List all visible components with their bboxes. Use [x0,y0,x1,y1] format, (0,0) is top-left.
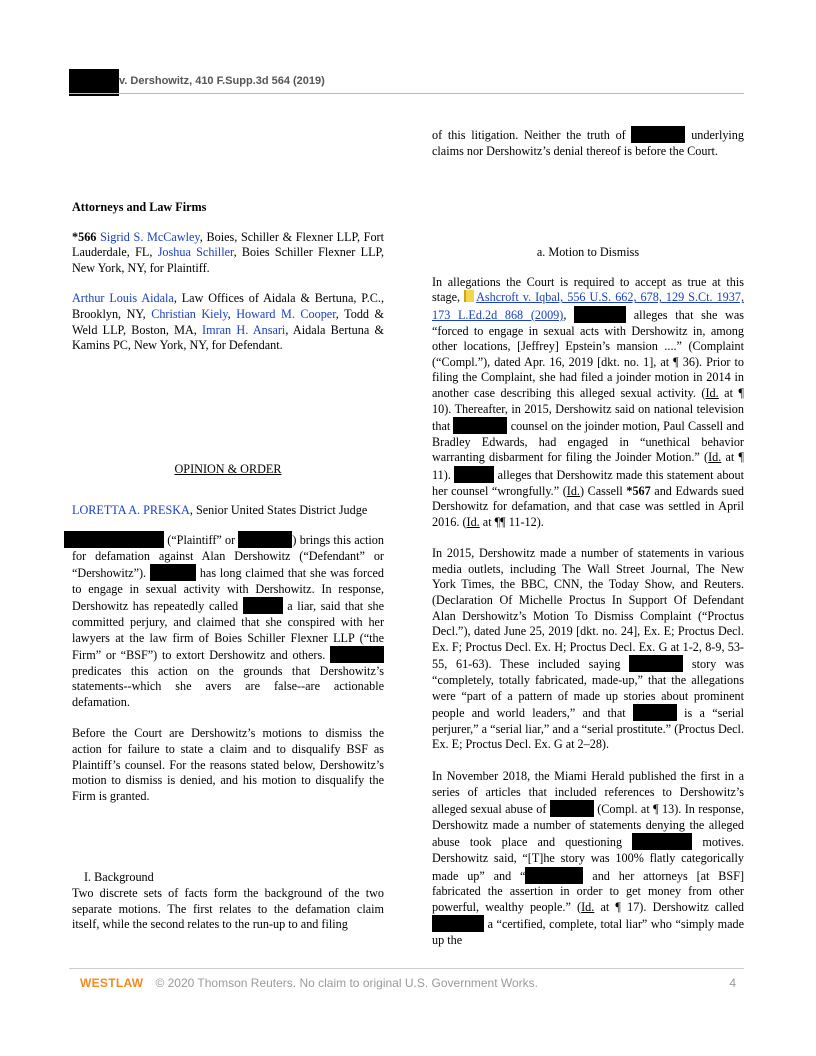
redaction-block [525,867,583,884]
star-page-566: *566 [72,229,97,244]
redaction-block [330,646,384,663]
body-text: a liar, said that she committed perjury, and claimed that she conspired with her lawyers at the law firm of Boies Schiller Flexner LLP (“the Firm” or “BSF”) to extort Dershowitz and others. [72,599,384,663]
attorney-text: , Todd & Weld LLP, Boston, MA, [72,306,384,337]
body-text: and Edwards sued Dershowitz for defamation, and that case was settled in April 2016. ( [432,483,744,529]
body-text: underlying claims nor Dershowitz’s denial thereof is before the Court. [432,128,744,158]
redaction-block [574,306,626,323]
intro-paragraph [72,531,384,711]
attorney-text: , Boies Schiller Flexner LLP, New York, NY, for Plaintiff. [72,245,384,275]
plaintiff-attorneys [72,230,384,277]
flag-icon[interactable] [464,290,474,302]
id-reference: Id. [705,385,719,400]
attorney-text: , Boies, Schiller & Flexner LLP, Fort Lauderdale, FL, [72,229,385,260]
attorney-link-cooper[interactable]: Howard M. Cooper [236,306,336,321]
header-divider [69,93,744,94]
attorney-link-aidala[interactable]: Arthur Louis Aidala [72,291,174,306]
body-text: In November 2018, the Miami Herald published the first in a series of articles that included references to Dershowitz’s alleged sexual abuse of [432,769,744,817]
case-citation-link[interactable]: Ashcroft v. Iqbal, 556 U.S. 662, 678, 129 S.Ct. 1937, 173 L.Ed.2d 868 (2009) [432,290,744,322]
redaction-block [631,126,685,143]
body-text: predicates this action on the grounds that Dershowitz’s statements--which she avers are false--are actionable defamation. [72,663,384,709]
body-text: story was “completely, totally fabricated, made-up,” that the allegations were “part of a pattern of made up stories about prominent people and world leaders,” and that [432,657,744,721]
right-column [432,126,744,949]
redaction-block [453,417,507,434]
motions-paragraph: Before the Court are Dershowitz’s motions to dismiss the action for failure to state a claim and to disqualify BSF as Plaintiff’s counsel. For the reasons stated below, Dershowitz’s motion to dismiss is denied, and his motion to disqualify the Firm is granted. [72,726,384,803]
body-text: a “certified, complete, total liar” who “simply made up the [432,917,744,947]
redaction-block [432,915,484,932]
attorney-link-mccawley[interactable]: Sigrid S. McCawley [100,229,200,244]
body-text: ) Cassell [579,483,627,498]
body-text: at ¶ 11). [432,450,745,482]
star-page-567: *567 [626,483,651,498]
westlaw-logo: WESTLAW [80,976,144,990]
redaction-block [150,564,196,581]
body-text: at ¶ 10). Thereafter, in 2015, Dershowitz said on national television that [432,385,744,434]
redaction-block [629,655,683,672]
body-text: , [563,307,575,322]
left-column [72,200,384,933]
id-reference: Id. [581,899,595,914]
body-text: (Compl. at ¶ 13). In response, Dershowitz made a number of statements denying the alleged abuse took place and questioning [432,802,744,850]
id-reference: Id. [566,483,580,498]
body-text: counsel on the joinder motion, Paul Cassell and Bradley Edwards, had engaged in “unethical behavior warranting disbarment for filing the Joinder Motion.” ( [432,419,744,465]
attorney-text: , Law Offices of Aidala & Bertuna, P.C., Brooklyn, NY, [72,291,384,321]
body-text: alleges that Dershowitz made this statement about her counsel “wrongfully.” ( [432,467,745,498]
body-text: has long claimed that she was forced to engage in sexual activity with Dershowitz. In response, Dershowitz has repeatedly called [72,566,385,614]
redaction-block [238,531,292,548]
redaction-block [632,833,692,850]
attorney-text: , [227,306,237,321]
redaction-block [64,531,164,548]
body-text: (“Plaintiff” or [164,532,239,547]
copyright-notice: © 2020 Thomson Reuters. No claim to original U.S. Government Works. [155,976,538,990]
continued-paragraph [432,126,744,159]
opinion-title: OPINION & ORDER [174,461,282,476]
judge-line [72,503,384,519]
body-text: alleges that she was “forced to engage in sexual acts with Dershowitz in, among other locations, [Jeffrey] Epstein’s mansion ....” (Complaint (“Compl.”), dated Apr. 16, 2019 [dkt. no. 1], at ¶ 36). Prior to filing the Complaint, she had filed a joinder motion in 2014 in another case describing this alleged sexual activity. ( [432,307,744,400]
media-statements-paragraph [432,546,744,753]
attorneys-heading: Attorneys and Law Firms [72,200,207,214]
body-text: at ¶¶ 11-12). [479,514,544,529]
body-text: ) brings this action for defamation against Alan Dershowitz (“Defendant” or “Dershowitz”). [72,532,384,581]
redaction-block [550,800,594,817]
body-text: In 2015, Dershowitz made a number of statements in various media outlets, including The Wall Street Journal, The New York Times, the BBC, CNN, the Today Show, and Reuters. (Declaration Of Michelle Proctus In Support Of Defendant Alan Dershowitz’s Motion To Dismiss Complaint (“Proctus Decl.”), dated June 25, 2019 [dkt. no. 24], Ex. E; Proctus Decl. Ex. F; Proctus Decl. Ex. H; Proctus Decl. Ex. G at 1-2, 8-9, 53-55, 61-63). These included saying [432,546,744,672]
body-text: at ¶ 17). Dershowitz called [594,899,745,914]
attorney-link-schiller[interactable]: Joshua Schiller [157,245,234,260]
footer-divider [69,968,744,969]
page-number: 4 [729,976,736,990]
id-reference: Id. [466,514,480,529]
redaction-block [633,704,677,721]
defendant-attorneys [72,291,384,353]
body-text: In allegations the Court is required to accept as true at this stage, [432,274,744,305]
page-footer [80,976,740,990]
motion-to-dismiss-heading: a. Motion to Dismiss [536,245,640,260]
redaction-block [454,466,494,483]
case-citation: v. Dershowitz, 410 F.Supp.3d 564 (2019) [119,75,325,87]
running-header [69,69,744,95]
judge-link[interactable]: LORETTA A. PRESKA [72,503,190,518]
background-heading: I. Background [84,870,154,885]
attorney-text: , Aidala Bertuna & Kamins PC, New York, NY, for Defendant. [72,322,384,353]
body-text: and her attorneys [at BSF] fabricated the assertion in order to get money from other powerful, wealthy people.” ( [432,868,745,914]
miami-herald-paragraph [432,769,744,949]
background-paragraph: Two discrete sets of facts form the background of the two separate motions. The first relates to the defamation claim itself, while the second relates to the run-up to and filing [72,886,384,932]
attorney-link-kiely[interactable]: Christian Kiely [151,306,228,321]
body-text: is a “serial perjurer,” a “serial liar,” and a “serial prostitute.” (Proctus Decl. Ex. E; Proctus Decl. Ex. G at 2–28). [432,706,744,752]
body-text: of this litigation. Neither the truth of [432,128,632,142]
redaction-block [69,69,119,96]
redaction-block [243,597,283,614]
body-text: motives. Dershowitz said, “[T]he story was 100% flatly categorically made up” and “ [432,835,744,883]
judge-title: , Senior United States District Judge [189,503,368,518]
id-reference: Id. [708,450,722,465]
allegations-paragraph [432,275,744,531]
attorney-link-ansari[interactable]: Imran H. Ansari [202,322,286,337]
